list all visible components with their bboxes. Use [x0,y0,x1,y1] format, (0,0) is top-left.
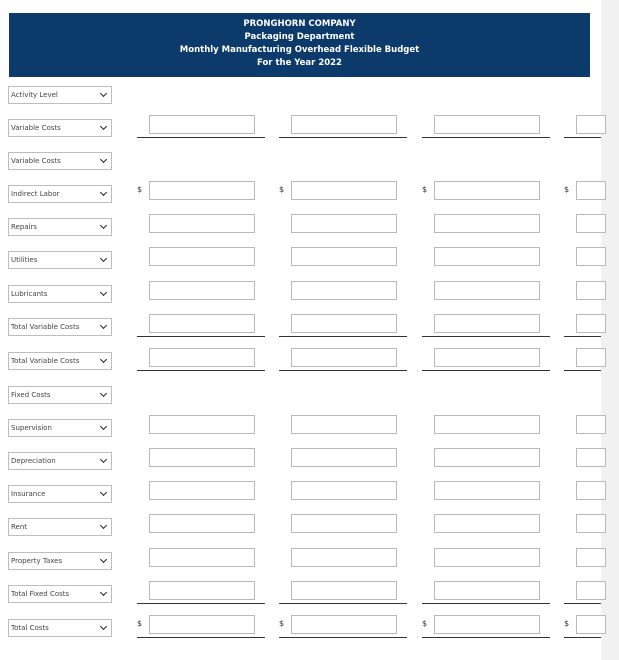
amount-input-col-3[interactable] [434,281,540,300]
total-underline [137,637,265,638]
row-label-dropdown[interactable] [8,352,112,370]
chevron-down-icon [100,623,107,630]
amount-input-col-3[interactable] [434,615,540,634]
total-underline [422,336,550,337]
row-label-dropdown[interactable] [8,218,112,236]
amount-input-col-1[interactable] [149,548,255,567]
dollar-sign: $ [279,619,285,628]
total-underline [137,370,265,371]
budget-row [0,485,601,507]
row-label-text: Lubricants [11,290,48,298]
amount-input-col-4[interactable] [576,481,606,500]
amount-input-col-2[interactable] [291,214,397,233]
row-label-text: Variable Costs [11,157,61,165]
budget-row [0,386,601,408]
row-label-dropdown[interactable] [8,318,112,336]
dollar-sign: $ [137,185,143,194]
amount-input-col-4[interactable] [576,214,606,233]
amount-input-col-2[interactable] [291,448,397,467]
amount-input-col-3[interactable] [434,348,540,367]
amount-input-col-3[interactable] [434,214,540,233]
row-label-dropdown[interactable] [8,585,112,603]
row-label-dropdown[interactable] [8,419,112,437]
total-underline [279,137,407,138]
amount-input-col-3[interactable] [434,481,540,500]
chevron-down-icon [100,522,107,529]
amount-input-col-3[interactable] [434,181,540,200]
total-underline [279,637,407,638]
row-label-text: Total Variable Costs [11,357,80,365]
chevron-down-icon [100,255,107,262]
budget-row [0,152,601,174]
amount-input-col-3[interactable] [434,415,540,434]
amount-input-col-3[interactable] [434,314,540,333]
amount-input-col-3[interactable] [434,581,540,600]
amount-input-col-4[interactable] [576,281,606,300]
amount-input-col-1[interactable] [149,247,255,266]
row-label-text: Insurance [11,490,46,498]
dollar-sign: $ [137,619,143,628]
row-label-dropdown[interactable] [8,485,112,503]
total-underline [137,603,265,604]
row-label-dropdown[interactable] [8,552,112,570]
chevron-down-icon [100,390,107,397]
row-label-dropdown[interactable] [8,452,112,470]
total-underline [279,603,407,604]
amount-input-col-2[interactable] [291,348,397,367]
chevron-down-icon [100,356,107,363]
chevron-down-icon [100,423,107,430]
chevron-down-icon [100,222,107,229]
chevron-down-icon [100,289,107,296]
amount-input-col-2[interactable] [291,181,397,200]
total-underline [137,137,265,138]
amount-input-col-4[interactable] [576,415,606,434]
total-underline [137,336,265,337]
amount-input-col-2[interactable] [291,581,397,600]
amount-input-col-4[interactable] [576,348,606,367]
budget-row [0,251,601,273]
dollar-sign: $ [564,185,570,194]
amount-input-col-2[interactable] [291,548,397,567]
amount-input-col-1[interactable] [149,314,255,333]
amount-input-col-1[interactable] [149,281,255,300]
dollar-sign: $ [422,619,428,628]
amount-input-col-1[interactable] [149,514,255,533]
budget-row [0,119,601,141]
row-label-text: Rent [11,523,28,531]
budget-row [0,552,601,574]
amount-input-col-4[interactable] [576,615,606,634]
amount-input-col-4[interactable] [576,448,606,467]
amount-input-col-4[interactable] [576,581,606,600]
row-label-dropdown[interactable] [8,619,112,637]
row-label-text: Indirect Labor [11,190,60,198]
row-label-dropdown[interactable] [8,152,112,170]
amount-input-col-1[interactable] [149,448,255,467]
total-underline [564,370,601,371]
budget-header [9,13,590,77]
budget-row [0,218,601,240]
chevron-down-icon [100,489,107,496]
department-name: Packaging Department [244,32,355,42]
amount-input-col-3[interactable] [434,115,540,134]
amount-input-col-2[interactable] [291,314,397,333]
total-underline [422,370,550,371]
dollar-sign: $ [564,619,570,628]
row-label-text: Property Taxes [11,557,63,565]
chevron-down-icon [100,123,107,130]
total-underline [564,336,601,337]
amount-input-col-1[interactable] [149,615,255,634]
total-underline [564,603,601,604]
amount-input-col-4[interactable] [576,181,606,200]
amount-input-col-4[interactable] [576,548,606,567]
amount-input-col-1[interactable] [149,115,255,134]
amount-input-col-1[interactable] [149,581,255,600]
total-underline [279,336,407,337]
row-label-text: Repairs [11,223,38,231]
budget-row [0,419,601,441]
dollar-sign: $ [422,185,428,194]
chevron-down-icon [100,90,107,97]
total-underline [422,137,550,138]
row-label-dropdown[interactable] [8,119,112,137]
row-label-text: Utilities [11,256,38,264]
amount-input-col-2[interactable] [291,281,397,300]
amount-input-col-1[interactable] [149,415,255,434]
budget-row [0,318,601,340]
chevron-down-icon [100,456,107,463]
row-label-text: Fixed Costs [11,391,51,399]
row-label-dropdown[interactable] [8,251,112,269]
row-label-dropdown[interactable] [8,185,112,203]
amount-input-col-1[interactable] [149,348,255,367]
row-label-text: Total Variable Costs [11,323,80,331]
chevron-down-icon [100,589,107,596]
budget-row [0,86,601,108]
amount-input-col-2[interactable] [291,115,397,134]
budget-row [0,185,601,207]
budget-row [0,585,601,607]
row-label-text: Depreciation [11,457,56,465]
dollar-sign: $ [279,185,285,194]
row-label-text: Total Fixed Costs [11,590,70,598]
amount-input-col-1[interactable] [149,481,255,500]
report-period: For the Year 2022 [257,58,342,68]
total-underline [422,603,550,604]
amount-input-col-1[interactable] [149,214,255,233]
row-label-dropdown[interactable] [8,386,112,404]
chevron-down-icon [100,322,107,329]
amount-input-col-4[interactable] [576,514,606,533]
amount-input-col-3[interactable] [434,514,540,533]
amount-input-col-3[interactable] [434,448,540,467]
amount-input-col-3[interactable] [434,247,540,266]
budget-row [0,285,601,307]
total-underline [564,137,601,138]
amount-input-col-2[interactable] [291,481,397,500]
amount-input-col-1[interactable] [149,181,255,200]
row-label-dropdown[interactable] [8,518,112,536]
company-name: PRONGHORN COMPANY [243,19,356,29]
amount-input-col-4[interactable] [576,115,606,134]
row-label-dropdown[interactable] [8,285,112,303]
report-title: Monthly Manufacturing Overhead Flexible Budget [179,45,420,55]
amount-input-col-2[interactable] [291,247,397,266]
amount-input-col-2[interactable] [291,415,397,434]
chevron-down-icon [100,556,107,563]
chevron-down-icon [100,156,107,163]
amount-input-col-2[interactable] [291,615,397,634]
budget-row [0,619,601,641]
row-label-text: Variable Costs [11,124,61,132]
chevron-down-icon [100,189,107,196]
amount-input-col-4[interactable] [576,314,606,333]
amount-input-col-2[interactable] [291,514,397,533]
amount-input-col-3[interactable] [434,548,540,567]
budget-row [0,452,601,474]
total-underline [564,637,601,638]
row-label-text: Total Costs [11,624,49,632]
amount-input-col-4[interactable] [576,247,606,266]
total-underline [422,637,550,638]
total-underline [279,370,407,371]
budget-row [0,352,601,374]
row-label-dropdown[interactable] [8,86,112,104]
row-label-text: Activity Level [11,91,58,99]
row-label-text: Supervision [11,424,52,432]
budget-row [0,518,601,540]
